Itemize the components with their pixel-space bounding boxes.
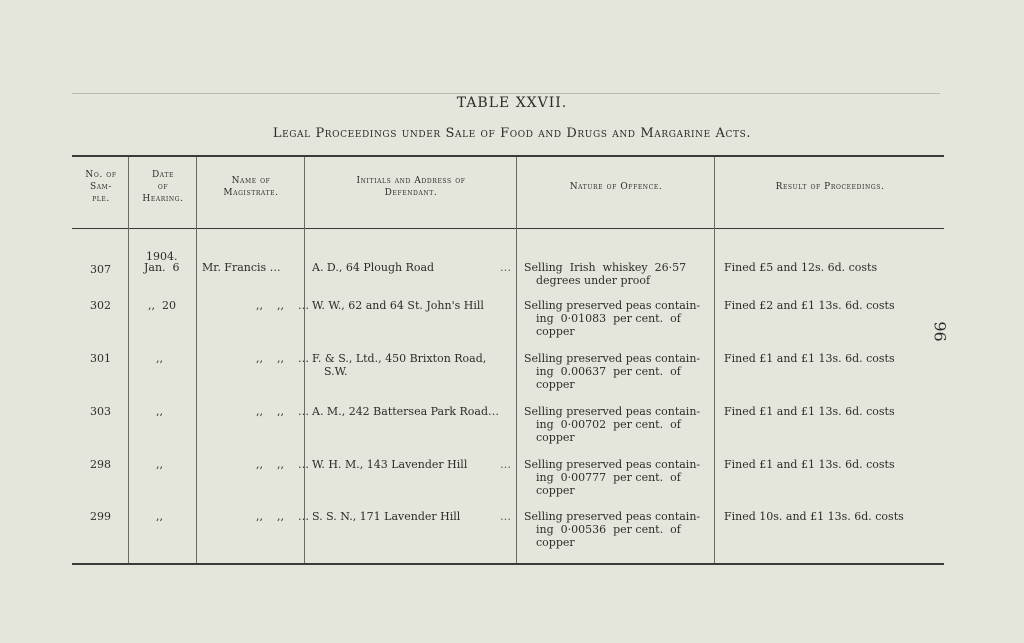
- defendant: S. S. N., 171 Lavender Hill: [312, 510, 461, 523]
- header-defendant: Initials and Address of Defendant.: [356, 176, 466, 198]
- column-divider: [128, 157, 129, 563]
- offence-line: ing 0·00536 per cent. of: [536, 523, 681, 536]
- table-title: TABLE XXVII.: [456, 95, 568, 111]
- magistrate-name: Mr. Francis …: [202, 261, 281, 274]
- defendant: A. D., 64 Plough Road: [312, 261, 435, 274]
- defendant: W. W., 62 and 64 St. John's Hill: [312, 299, 484, 312]
- hearing-date: ,,: [156, 458, 163, 471]
- proceedings-result: Fined £5 and 12s. 6d. costs: [724, 261, 878, 274]
- offence-line: copper: [536, 325, 575, 338]
- offence-line: ing 0·01083 per cent. of: [536, 312, 681, 325]
- proceedings-table: [72, 155, 944, 565]
- leader-dots: …: [500, 510, 511, 523]
- hearing-date: ,, 20: [148, 299, 176, 312]
- proceedings-result: Fined £1 and £1 13s. 6d. costs: [724, 405, 895, 418]
- magistrate-name: ,, ,, …: [256, 299, 309, 312]
- header-sample-no: No. of Sam- ple.: [85, 170, 117, 204]
- header-result-of-proceedings: Result of Proceedings.: [775, 182, 885, 192]
- defendant: F. & S., Ltd., 450 Brixton Road,: [312, 352, 487, 365]
- header-date-of-hearing: Date of Hearing.: [142, 170, 184, 204]
- year-label: 1904.: [146, 250, 178, 263]
- hearing-date: ,,: [156, 510, 163, 523]
- sample-no: 301: [90, 352, 111, 365]
- offence-line: ing 0·00777 per cent. of: [536, 471, 681, 484]
- offence-line: Selling Irish whiskey 26·57: [524, 261, 687, 274]
- header-nature-of-offence: Nature of Offence.: [569, 182, 663, 192]
- header-rule: [72, 228, 944, 229]
- sample-no: 302: [90, 299, 111, 312]
- hearing-date: ,,: [156, 352, 163, 365]
- offence-line: degrees under proof: [536, 274, 651, 287]
- sample-no: 303: [90, 405, 111, 418]
- table-top-rule: [72, 155, 944, 157]
- offence-line: Selling preserved peas contain-: [524, 405, 701, 418]
- hearing-date: ,,: [156, 405, 163, 418]
- page-number: 96: [930, 321, 950, 342]
- offence-line: ing 0.00637 per cent. of: [536, 365, 681, 378]
- defendant-line: S.W.: [324, 365, 348, 378]
- header-magistrate: Name of Magistrate.: [223, 176, 279, 198]
- offence-line: copper: [536, 378, 575, 391]
- offence-line: Selling preserved peas contain-: [524, 510, 701, 523]
- magistrate-name: ,, ,, …: [256, 458, 309, 471]
- offence-line: copper: [536, 536, 575, 549]
- column-divider: [196, 157, 197, 563]
- magistrate-name: ,, ,, …: [256, 405, 309, 418]
- offence-line: ing 0·00702 per cent. of: [536, 418, 681, 431]
- top-divider: [72, 93, 940, 94]
- offence-line: copper: [536, 484, 575, 497]
- table-bottom-rule: [72, 563, 944, 565]
- leader-dots: …: [500, 458, 511, 471]
- proceedings-result: Fined 10s. and £1 13s. 6d. costs: [724, 510, 904, 523]
- defendant: A. M., 242 Battersea Park Road…: [312, 405, 500, 418]
- sample-no: 299: [90, 510, 111, 523]
- proceedings-result: Fined £1 and £1 13s. 6d. costs: [724, 458, 895, 471]
- defendant: W. H. M., 143 Lavender Hill: [312, 458, 468, 471]
- hearing-date: Jan. 6: [144, 261, 180, 274]
- magistrate-name: ,, ,, …: [256, 352, 309, 365]
- proceedings-result: Fined £1 and £1 13s. 6d. costs: [724, 352, 895, 365]
- magistrate-name: ,, ,, …: [256, 510, 309, 523]
- offence-line: copper: [536, 431, 575, 444]
- column-divider: [714, 157, 715, 563]
- offence-line: Selling preserved peas contain-: [524, 352, 701, 365]
- leader-dots: …: [500, 261, 511, 274]
- column-divider: [516, 157, 517, 563]
- offence-line: Selling preserved peas contain-: [524, 458, 701, 471]
- table-subtitle: Legal Proceedings under Sale of Food and Drugs and Margarine Acts.: [272, 126, 752, 141]
- proceedings-result: Fined £2 and £1 13s. 6d. costs: [724, 299, 895, 312]
- sample-no: 307: [90, 263, 111, 276]
- sample-no: 298: [90, 458, 111, 471]
- offence-line: Selling preserved peas contain-: [524, 299, 701, 312]
